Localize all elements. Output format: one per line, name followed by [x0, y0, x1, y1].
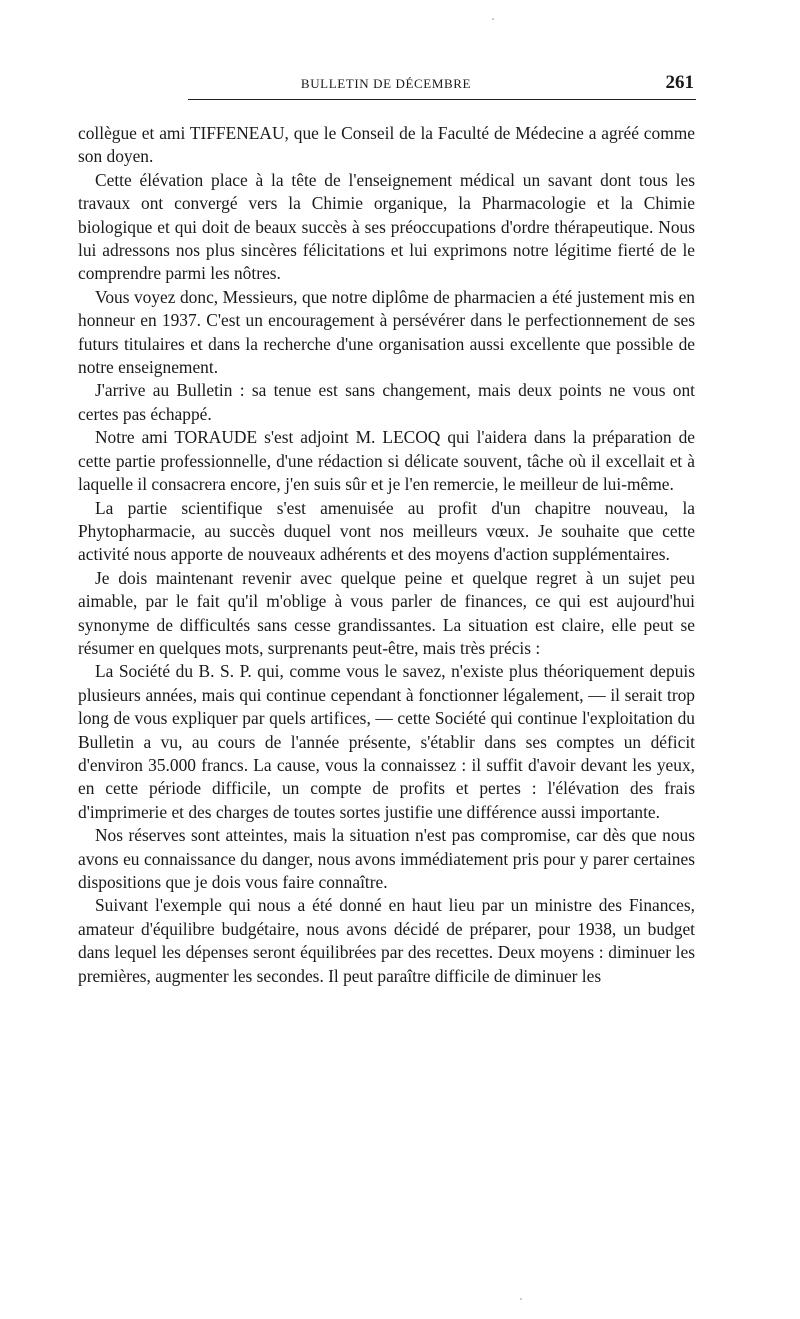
paragraph: Suivant l'exemple qui nous a été donné en haut lieu par un ministre des Finances, amateur d'équilibre budgétaire, nous avons décidé de préparer, pour 1938, un budget dans lequel les dépenses seront équilibrées par des recettes. Deux moyens : diminuer les premières, augmenter les secondes. Il peut paraître difficile de diminuer les — [78, 895, 695, 986]
page-header — [78, 72, 694, 100]
print-speck — [520, 1298, 522, 1300]
paragraph: Vous voyez donc, Messieurs, que notre diplôme de pharmacien a été justement mis en honneur en 1937. C'est un encouragement à persévérer dans le perfectionnement de ses futurs titulaires et dans la recherche d'une organisation aussi excellente que possible de notre enseignement. — [78, 286, 695, 378]
page-number: 261 — [665, 72, 694, 93]
paragraph: J'arrive au Bulletin : sa tenue est sans changement, mais deux points ne vous ont certes pas échappé. — [78, 380, 695, 424]
paragraph: Nos réserves sont atteintes, mais la situation n'est pas compromise, car dès que nous avons eu connaissance du danger, nous avons immédiatement pris pour y parer certaines dispositions que je dois vous faire connaître. — [78, 825, 695, 892]
paragraph: collègue et ami TIFFENEAU, que le Conseil de la Faculté de Médecine a agréé comme son doyen. — [78, 123, 695, 167]
running-title: BULLETIN DE DÉCEMBRE — [300, 76, 472, 91]
paragraph: Je dois maintenant revenir avec quelque peine et quelque regret à un sujet peu aimable, par le fait qu'il m'oblige à vous parler de finances, ce qui est aujourd'hui synonyme de difficultés sans cesse grandissantes. La situation est claire, elle peut se résumer en quelques mots, surprenants peut-être, mais très précis : — [78, 567, 695, 658]
paragraph: La partie scientifique s'est amenuisée au profit d'un chapitre nouveau, la Phytopharmacie, au succès duquel vont nos meilleurs vœux. Je souhaite que cette activité nous apporte de nouveaux adhérents et des moyens d'action supplémentaires. — [78, 497, 695, 565]
paragraph: La Société du B. S. P. qui, comme vous le savez, n'existe plus théoriquement depuis plusieurs années, mais qui continue cependant à fonctionner légalement, — il serait trop long de vous expliquer par quels artifices, — cette Société qui continue l'exploitation du Bulletin a vu, au cours de l'année présente, s'établir dans ses comptes un déficit d'environ 35.000 francs. La cause, vous la connaissez : il suffit d'avoir devant les yeux, en cette période difficile, un compte de profits et pertes : l'élévation des frais d'imprimerie et des charges de toutes sortes justifie une différence aussi importante. — [78, 661, 695, 822]
paragraph: Cette élévation place à la tête de l'enseignement médical un savant dont tous les travaux ont convergé vers la Chimie organique, la Pharmacologie et la Chimie biologique et qui doit de beaux succès à ses préoccupations d'ordre thérapeutique. Nous lui adressons nos plus sincères félicitations et lui exprimons notre légitime fierté de le comprendre parmi les nôtres. — [78, 169, 695, 284]
header-rule — [188, 99, 696, 100]
body-text — [78, 122, 695, 988]
paragraph: Notre ami TORAUDE s'est adjoint M. LECOQ qui l'aidera dans la préparation de cette partie professionnelle, d'une rédaction si délicate souvent, tâche où il excellait et à laquelle il consacrera encore, j'en suis sûr et je l'en remercie, le meilleur de lui-même. — [78, 427, 695, 495]
print-speck — [492, 18, 494, 20]
